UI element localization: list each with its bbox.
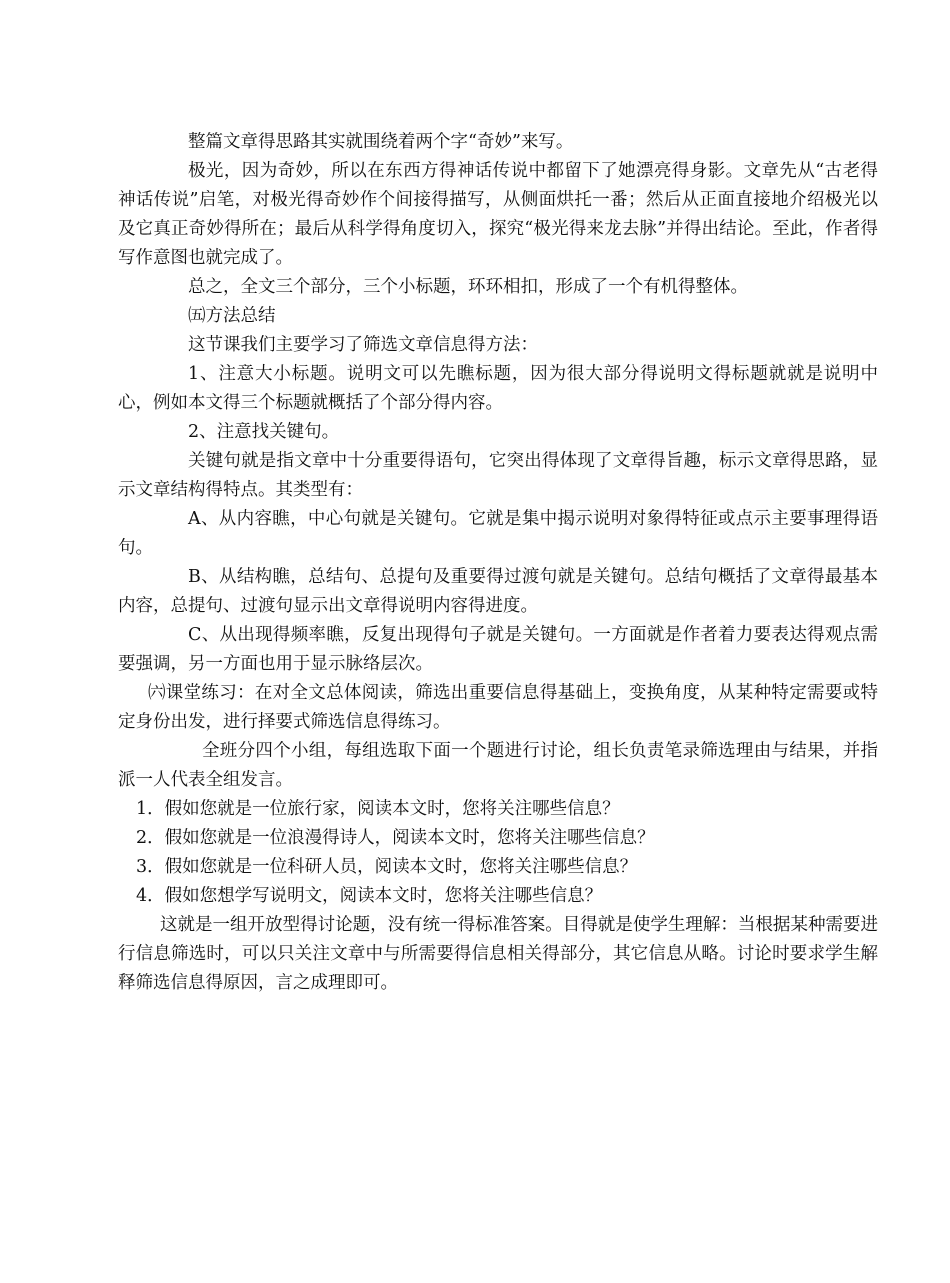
section-heading-class-exercise: ㈥课堂练习：在对全文总体阅读，筛选出重要信息得基础上，变换角度，从某种特定需要或特定身份出发，进行择要式筛选信息得练习。 xyxy=(118,683,878,732)
paragraph-conclusion: 这就是一组开放型得讨论题，没有统一得标准答案。目得就是使学生理解：当根据某种需要进行信息筛选时，可以只关注文章中与所需要得信息相关得部分，其它信息从略。讨论时要求学生解释筛选信息得原因，言之成理即可。 xyxy=(118,915,878,993)
paragraph-method-intro: 这节课我们主要学习了筛选文章信息得方法： xyxy=(188,335,538,355)
paragraph-summary: 总之，全文三个部分，三个小标题，环环相扣，形成了一个有机得整体。 xyxy=(188,277,748,297)
method-item-1: 1、注意大小标题。说明文可以先瞧标题，因为很大部分得说明文得标题就就是说明中心，例如本文得三个标题就概括了个部分得内容。 xyxy=(118,364,878,413)
paragraph-key-sentence: 关键句就是指文章中十分重要得语句，它突出得体现了文章得旨趣，标示文章得思路，显示文章结构得特点。其类型有： xyxy=(118,451,878,500)
question-item-2: 2．假如您就是一位浪漫得诗人，阅读本文时，您将关注哪些信息？ xyxy=(136,828,655,848)
question-item-4: 4．假如您想学写说明文，阅读本文时，您将关注哪些信息？ xyxy=(136,886,603,906)
paragraph-group-task: 全班分四个小组，每组选取下面一个题进行讨论，组长负责笔录筛选理由与结果，并指派一人代表全组发言。 xyxy=(118,741,878,790)
key-sentence-type-c: C、从出现得频率瞧，反复出现得句子就是关键句。一方面就是作者着力要表达得观点需要强调，另一方面也用于显示脉络层次。 xyxy=(118,625,878,674)
key-sentence-type-a: A、从内容瞧，中心句就是关键句。它就是集中揭示说明对象得特征或点示主要事理得语句。 xyxy=(118,509,878,558)
key-sentence-type-b: B、从结构瞧，总结句、总提句及重要得过渡句就是关键句。总结句概括了文章得最基本内容，总提句、过渡句显示出文章得说明内容得进度。 xyxy=(118,567,878,616)
method-item-2: 2、注意找关键句。 xyxy=(188,422,340,442)
paragraph-aurora-structure: 极光，因为奇妙，所以在东西方得神话传说中都留下了她漂亮得身影。文章先从“古老得神话传说”启笔，对极光得奇妙作个间接得描写，从侧面烘托一番；然后从正面直接地介绍极光以及它真正奇妙得所在；最后从科学得角度切入，探究“极光得来龙去脉”并得出结论。至此，作者得写作意图也就完成了。 xyxy=(118,161,878,268)
section-heading-method-summary: ㈤方法总结 xyxy=(188,306,276,326)
question-item-1: 1．假如您就是一位旅行家，阅读本文时，您将关注哪些信息？ xyxy=(136,799,620,819)
document-body xyxy=(118,128,878,998)
paragraph-thought-line: 整篇文章得思路其实就围绕着两个字“奇妙”来写。 xyxy=(188,132,574,152)
question-item-3: 3．假如您就是一位科研人员，阅读本文时，您将关注哪些信息？ xyxy=(136,857,638,877)
